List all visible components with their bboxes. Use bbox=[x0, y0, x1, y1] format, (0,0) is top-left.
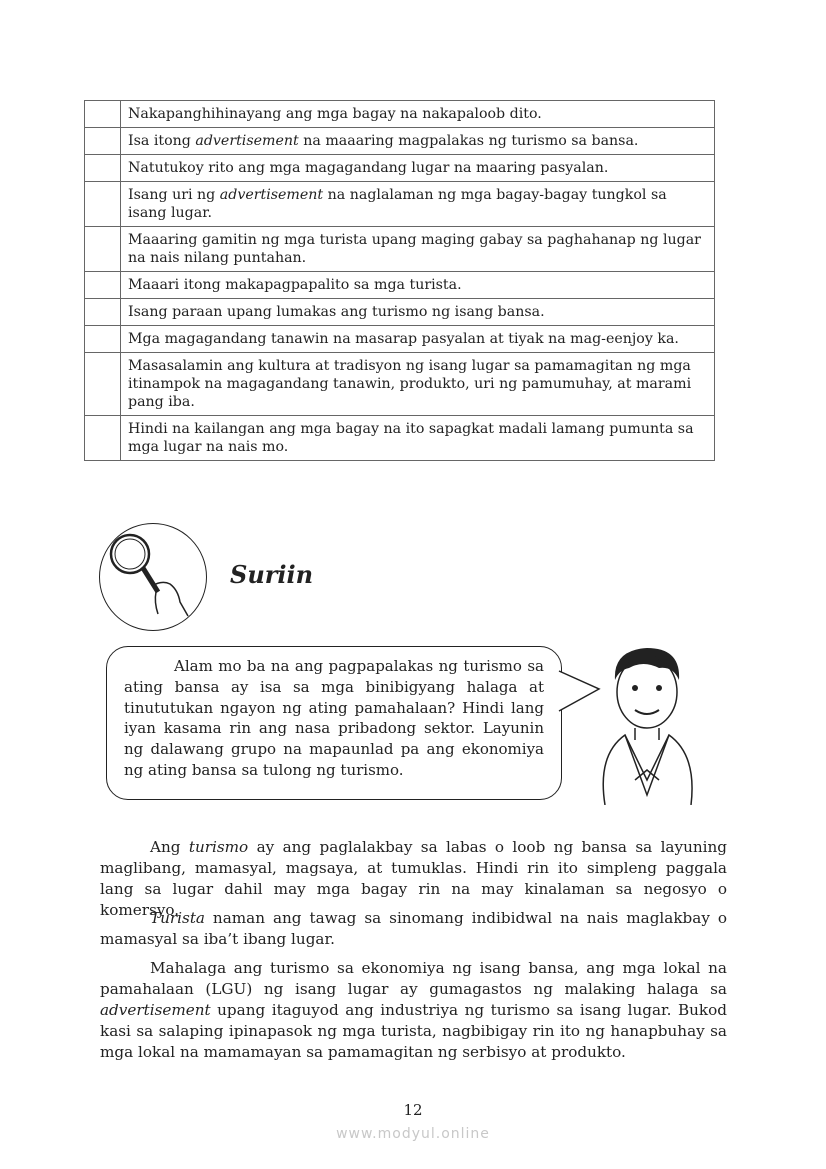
bubble-text: Alam mo ba na ang pagpapalakas ng turismo sa ating bansa ay isa sa mga binibigyang halaga at tinututukan ngayon ng ating pamahalaan? Hindi lang iyan kasama rin ang nasa pribadong sektor. Layunin ng dalawang grupo na mapaunlad pa ang ekonomiya ng ating bansa sa tulong ng turismo. bbox=[124, 657, 544, 779]
statement-text: Hindi na kailangan ang mga bagay na ito sapagkat madali lamang pumunta sa mga lugar na nais mo. bbox=[128, 421, 694, 455]
statement-text: Nakapanghihinayang ang mga bagay na nakapaloob dito. bbox=[128, 106, 542, 122]
answer-cell[interactable] bbox=[85, 353, 121, 416]
table-row bbox=[85, 101, 715, 128]
statement-text: na maaaring magpalakas ng turismo sa bansa. bbox=[298, 133, 639, 149]
statement-cell bbox=[121, 101, 715, 128]
page-number: 12 bbox=[403, 1101, 423, 1119]
answer-cell[interactable] bbox=[85, 101, 121, 128]
answer-cell[interactable] bbox=[85, 128, 121, 155]
statement-text: Isang paraan upang lumakas ang turismo ng isang bansa. bbox=[128, 304, 545, 320]
statement-cell bbox=[121, 155, 715, 182]
answer-cell[interactable] bbox=[85, 326, 121, 353]
section-title: Suriin bbox=[230, 560, 314, 589]
paragraph-turismo: Ang turismo ay ang paglalakbay sa labas o loob ng bansa sa layuning maglibang, mamasyal, magsaya, at tumuklas. Hindi rin ito simpleng paggala lang sa lugar dahil may mga bagay rin na may kinalaman sa negosyo o komersyo. bbox=[100, 838, 727, 919]
statement-text: Maaaring gamitin ng mga turista upang maging gabay sa paghahanap ng lugar na nais nilang puntahan. bbox=[128, 232, 701, 266]
statement-cell bbox=[121, 227, 715, 272]
statement-cell bbox=[121, 182, 715, 227]
answer-cell[interactable] bbox=[85, 182, 121, 227]
table-row bbox=[85, 272, 715, 299]
statements-table bbox=[84, 100, 715, 461]
boy-illustration bbox=[585, 640, 710, 809]
statement-text: Mga magagandang tanawin na masarap pasyalan at tiyak na mag-eenjoy ka. bbox=[128, 331, 679, 347]
table-row bbox=[85, 128, 715, 155]
table-row bbox=[85, 182, 715, 227]
statement-cell bbox=[121, 272, 715, 299]
statement-cell bbox=[121, 326, 715, 353]
statement-text: Isa itong bbox=[128, 133, 196, 149]
answer-cell[interactable] bbox=[85, 299, 121, 326]
statement-text: Natutukoy rito ang mga magagandang lugar na maaring pasyalan. bbox=[128, 160, 609, 176]
table-row bbox=[85, 299, 715, 326]
table-row bbox=[85, 227, 715, 272]
watermark: www.modyul.online bbox=[336, 1126, 490, 1142]
statement-text: Isang uri ng bbox=[128, 187, 220, 203]
statement-cell bbox=[121, 416, 715, 461]
statement-text: Maaari itong makapagpapalito sa mga turista. bbox=[128, 277, 462, 293]
paragraph-kahalagahan: Mahalaga ang turismo sa ekonomiya ng isang bansa, ang mga lokal na pamahalaan (LGU) ng isang lugar ay gumagastos ng malaking halaga sa advertisement upang itaguyod ang industriya ng turismo sa isang lugar. Bukod kasi sa salaping ipinapasok ng mga turista, nagbibigay rin ito ng hanapbuhay sa mga lokal na mamamayan sa pamamagitan ng serbisyo at produkto. bbox=[100, 959, 727, 1061]
answer-cell[interactable] bbox=[85, 155, 121, 182]
paragraph-turista: Turista naman ang tawag sa sinomang indibidwal na nais maglakbay o mamasyal sa iba’t ibang lugar. bbox=[100, 909, 727, 948]
statement-cell bbox=[121, 353, 715, 416]
statement-text: Masasalamin ang kultura at tradisyon ng isang lugar sa pamamagitan ng mga itinampok na magagandang tanawin, produkto, uri ng pamumuhay, at marami pang iba. bbox=[128, 358, 692, 410]
magnifying-glass-icon bbox=[99, 523, 207, 631]
answer-cell[interactable] bbox=[85, 272, 121, 299]
statement-italic: advertisement bbox=[195, 133, 299, 149]
table-row bbox=[85, 326, 715, 353]
statement-italic: advertisement bbox=[219, 187, 324, 203]
answer-cell[interactable] bbox=[85, 227, 121, 272]
answer-cell[interactable] bbox=[85, 416, 121, 461]
statement-cell bbox=[121, 299, 715, 326]
statement-cell bbox=[121, 128, 715, 155]
table-row bbox=[85, 416, 715, 461]
statement-text: na naglalaman ng mga bagay-bagay tungkol sa isang lugar. bbox=[128, 187, 667, 221]
table-row bbox=[85, 353, 715, 416]
table-row bbox=[85, 155, 715, 182]
